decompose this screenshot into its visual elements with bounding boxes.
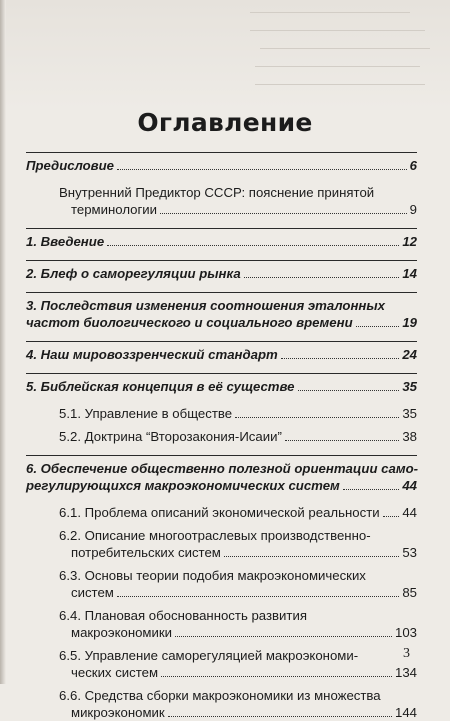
bleed-through-background (0, 0, 450, 110)
dot-leader (281, 358, 400, 359)
toc-entry-title: 6.4. Плановая обоснованность развития (59, 608, 307, 623)
toc-entry-title: 3. Последствия изменения соотношения эталонных (26, 298, 385, 313)
dot-leader (244, 277, 400, 278)
toc-section-entry (26, 184, 417, 218)
toc-page-number: 144 (394, 705, 417, 720)
dot-leader (224, 556, 399, 557)
toc-section-entry (26, 687, 417, 721)
bleed-line (260, 48, 430, 49)
toc-page-number: 85 (402, 585, 417, 600)
toc-chapter-entry (26, 292, 417, 331)
bleed-line (255, 84, 425, 85)
toc-entry-title: 6.1. Проблема описаний экономической реальности (59, 505, 380, 520)
toc-entry-title: 6. Обеспечение общественно полезной ориентации само- (26, 461, 419, 476)
dot-leader (356, 326, 400, 327)
toc-entry-title: потребительских систем (71, 545, 221, 560)
toc-entry-title: Предисловие (26, 158, 115, 173)
toc-section-entry (26, 428, 417, 445)
toc-page-number: 6 (409, 158, 417, 173)
toc-entry-title: 6.3. Основы теории подобия макроэкономических (59, 568, 366, 583)
dot-leader (343, 489, 400, 490)
toc-page-number: 103 (394, 625, 417, 640)
toc-page-number: 14 (402, 266, 417, 281)
toc-page-number: 134 (394, 665, 417, 680)
toc-entry-title: 5.2. Доктрина “Второзакония-Исаии” (59, 429, 282, 444)
toc-entry-title: макроэкономики (71, 625, 173, 640)
toc-entry-title: 6.5. Управление саморегуляцией макроэкономи- (59, 648, 359, 663)
toc-page-number: 9 (409, 202, 417, 217)
toc-page-number: 35 (402, 406, 417, 421)
toc-entry-title: 5.1. Управление в обществе (59, 406, 233, 421)
toc-section-entry (26, 405, 417, 422)
toc-entry-title: регулирующихся макроэкономических систем (26, 478, 340, 493)
toc-chapter-entry (26, 260, 417, 282)
dot-leader (107, 245, 399, 246)
toc-page-number: 53 (402, 545, 417, 560)
toc-page-number: 19 (402, 315, 417, 330)
toc-entry-title: 4. Наш мировоззренческий стандарт (26, 347, 278, 362)
bleed-line (250, 30, 425, 31)
toc-entry-title: 6.6. Средства сборки макроэкономики из множества (59, 688, 381, 703)
toc-chapter-entry (26, 373, 417, 395)
dot-leader (117, 169, 407, 170)
toc-entry-title: 2. Блеф о саморегуляции рынка (26, 266, 241, 281)
dot-leader (168, 716, 392, 717)
toc-entry-title: 1. Введение (26, 234, 105, 249)
dot-leader (235, 417, 399, 418)
dot-leader (285, 440, 399, 441)
toc-page-number: 44 (402, 478, 417, 493)
toc-section-entry (26, 607, 417, 641)
toc-section-entry (26, 647, 417, 681)
toc-section-entry (26, 567, 417, 601)
toc-page-number: 12 (402, 234, 417, 249)
toc-chapter-entry (26, 228, 417, 250)
toc-page-number: 44 (402, 505, 417, 520)
dot-leader (160, 213, 407, 214)
bleed-line (255, 66, 420, 67)
toc-entry-title: 5. Библейская концепция в её существе (26, 379, 295, 394)
toc-page-number: 38 (402, 429, 417, 444)
toc-entry-title: ческих систем (71, 665, 159, 680)
toc-entry-title: систем (71, 585, 114, 600)
book-spine-shadow (0, 0, 6, 684)
dot-leader (161, 676, 392, 677)
toc-entry-title: частот биологического и социального времени (26, 315, 353, 330)
toc-section-entry (26, 504, 417, 521)
toc-entry-title: терминологии (71, 202, 158, 217)
toc-chapter-entry (26, 152, 417, 174)
page-title: Оглавление (137, 108, 313, 137)
toc-entry-title: микроэкономик (71, 705, 165, 720)
table-of-contents (26, 152, 417, 721)
toc-chapter-entry (26, 455, 417, 494)
toc-page-number: 35 (402, 379, 417, 394)
toc-entry-title: Внутренний Предиктор СССР: пояснение принятой (59, 185, 375, 200)
dot-leader (298, 390, 400, 391)
toc-section-entry (26, 527, 417, 561)
bleed-line (250, 12, 410, 13)
dot-leader (175, 636, 392, 637)
toc-entry-title: 6.2. Описание многоотраслевых производственно- (59, 528, 371, 543)
page-number: 3 (403, 646, 410, 661)
toc-page-number: 24 (402, 347, 417, 362)
toc-chapter-entry (26, 341, 417, 363)
dot-leader (117, 596, 399, 597)
dot-leader (383, 516, 400, 517)
